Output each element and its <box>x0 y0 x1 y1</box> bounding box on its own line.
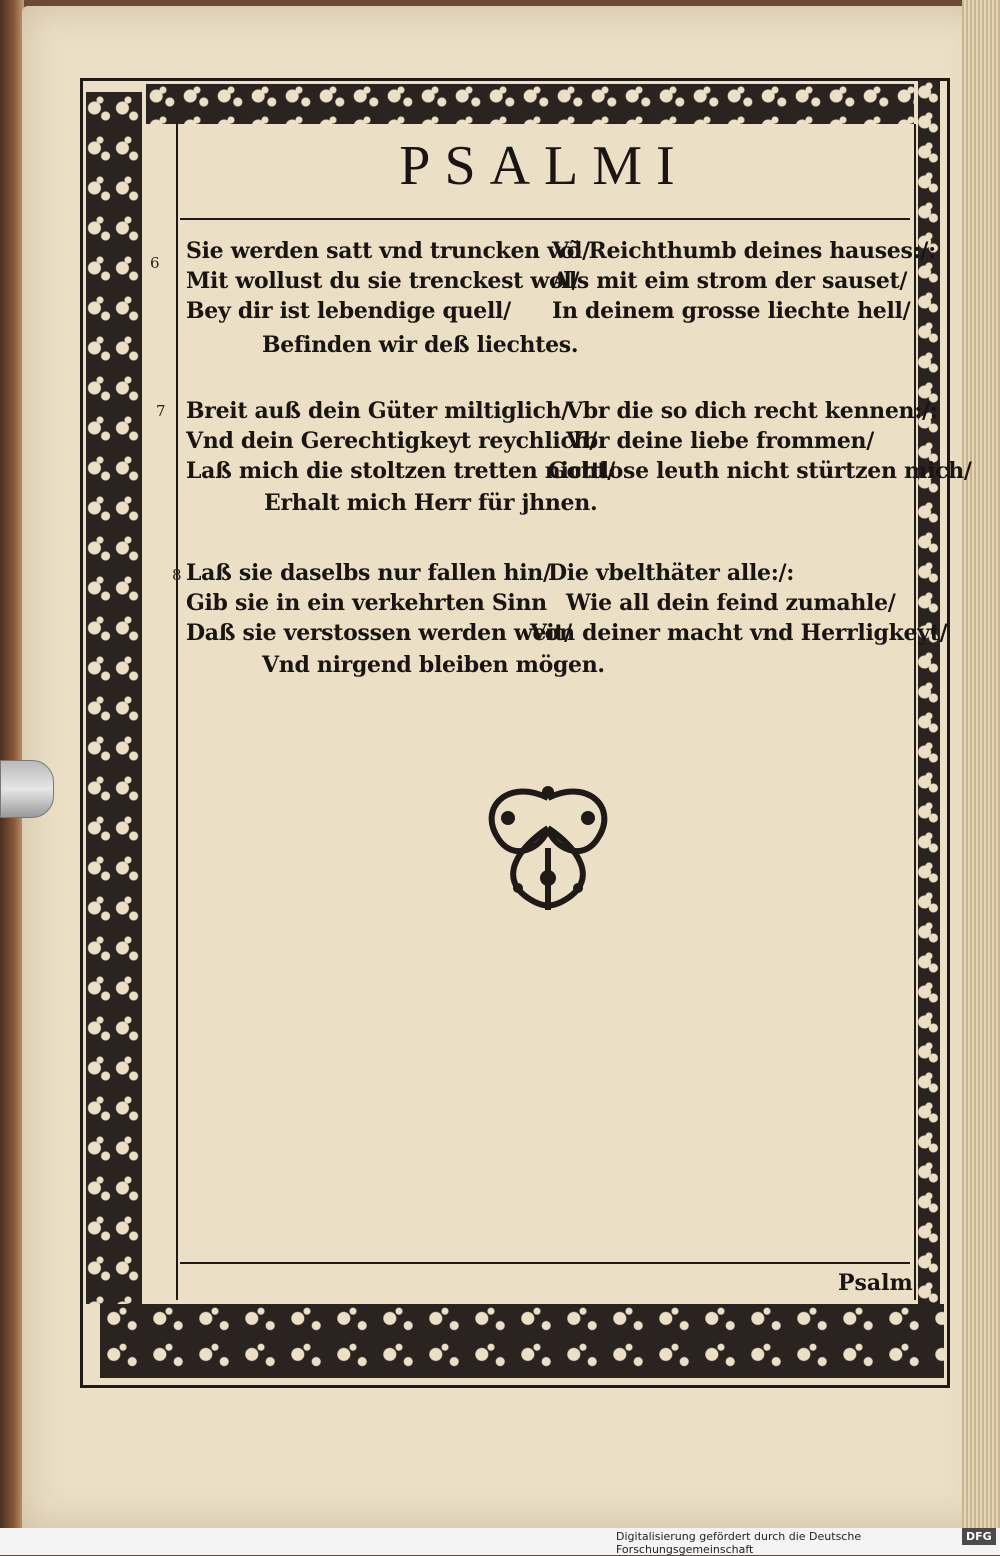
page-clip <box>0 760 54 818</box>
page-title: PSALMI <box>399 135 689 197</box>
catchword: Psalm <box>838 1270 913 1296</box>
page-stack-edge <box>962 0 1000 1528</box>
verse-line: Mit wollust du sie trenckest wol/ <box>186 268 580 294</box>
verse-line: Daß sie verstossen werden weit/ <box>186 620 572 646</box>
ornament-band-top <box>146 84 914 124</box>
verse-refrain: Erhalt mich Herr für jhnen. <box>264 490 598 516</box>
verse-line: Gottlose leuth nicht stürtzen mich/ <box>548 458 972 484</box>
verse-line: Die vbelthäter alle:/: <box>548 560 795 586</box>
verse-line: Laß mich die stoltzen tretten nicht/ <box>186 458 615 484</box>
verse-refrain: Vnd nirgend bleiben mögen. <box>262 652 605 678</box>
verse-line: Breit auß dein Güter miltiglich/ <box>186 398 570 424</box>
bottom-rule <box>180 1262 910 1264</box>
verse-line: Wie all dein feind zumahle/ <box>566 590 896 616</box>
verse-line: Laß sie daselbs nur fallen hin/ <box>186 560 551 586</box>
verse-number: 6 <box>150 254 160 272</box>
footer-credit: Digitalisierung gefördert durch die Deutsche Forschungsgemeinschaft <box>616 1530 862 1556</box>
verse-line: Als mit eim strom der sauset/ <box>552 268 908 294</box>
verse-line: Bey dir ist lebendige quell/ <box>186 298 511 324</box>
verse-number: 7 <box>156 402 166 420</box>
fleuron-ornament-icon <box>468 778 628 914</box>
verse-number: 8 <box>172 566 182 584</box>
verse-line: Võ Reichthumb deines hauses:/: <box>552 238 936 264</box>
verse-line: Von deiner macht vnd Herrligkeyt/ <box>530 620 948 646</box>
verse-line: Sie werden satt vnd truncken vol/ <box>186 238 590 264</box>
dfg-logo: DFG <box>962 1528 996 1545</box>
verse-line: Gib sie in ein verkehrten Sinn <box>186 590 547 616</box>
verse-line: Vbr deine liebe frommen/ <box>566 428 874 454</box>
verse-line: Vbr die so dich recht kennen:/: <box>566 398 938 424</box>
title-rule <box>180 218 910 220</box>
verse-line: Vnd dein Gerechtigkeyt reychlich/ <box>186 428 598 454</box>
verse-line: In deinem grosse liechte hell/ <box>552 298 911 324</box>
verse-refrain: Befinden wir deß liechtes. <box>262 332 579 358</box>
ornament-band-bottom <box>100 1304 944 1378</box>
ornament-band-left <box>86 92 142 1304</box>
